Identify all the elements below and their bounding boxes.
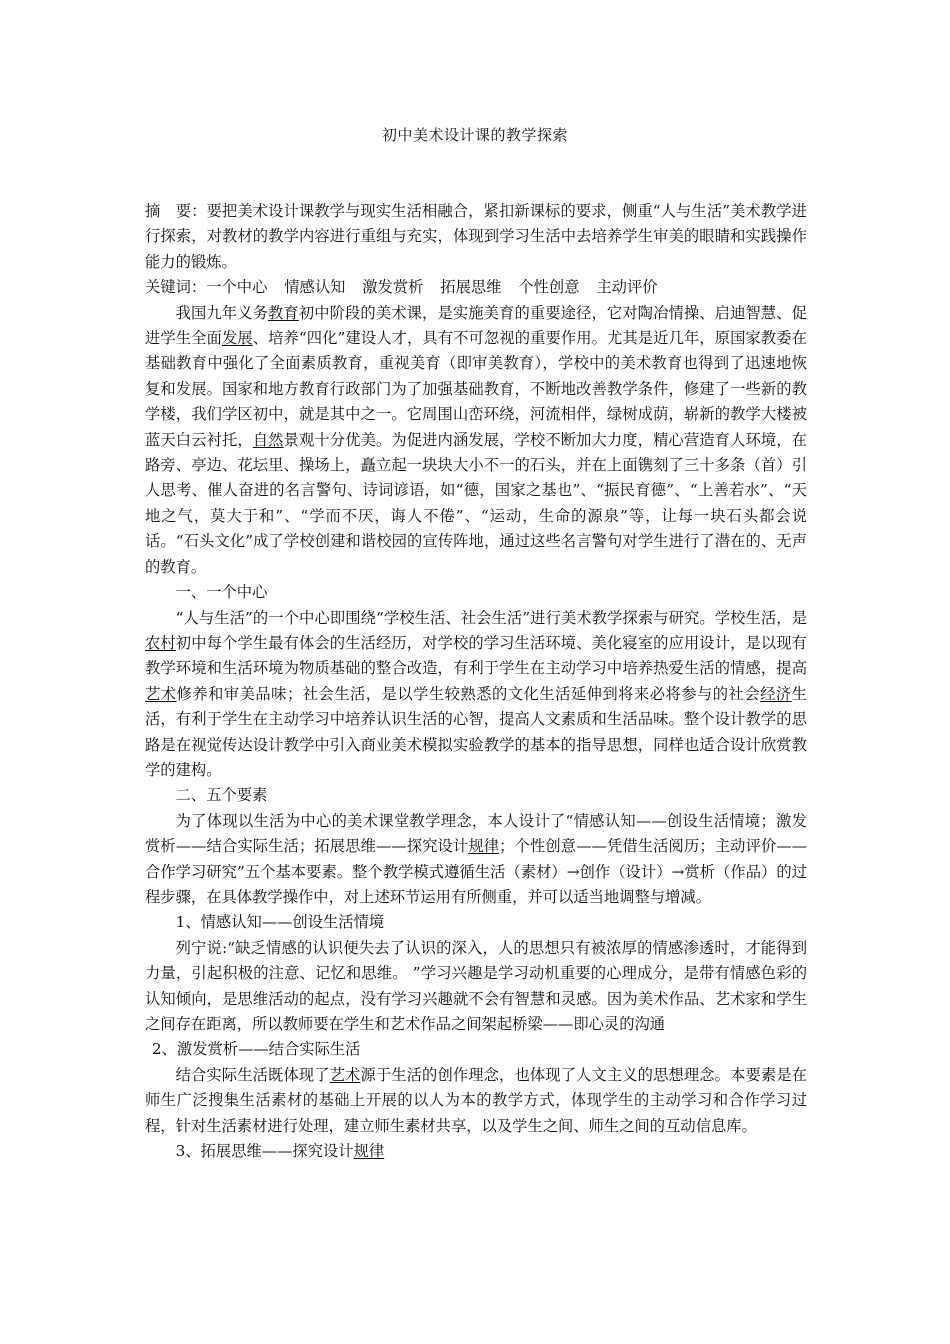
item2-text: 源于生活的创作理念，也体现了人文主义的思想理念。本要素是在师生广泛搜集生活素材的基础上开展的以人为本的教学方式，体现学生的主动学习和合作学习过程，针对生活素材进行处理，建立师生素材共享，以及学生之间、师生之间的互动信息库。 [145, 1065, 807, 1135]
intro-link-development[interactable]: 发展 [221, 329, 253, 348]
section2-heading: 二、五个要素 [175, 786, 268, 805]
section1-link-countryside[interactable]: 农村 [145, 633, 176, 652]
section2-text: 为了体现以生活为中心的美术课堂教学理念，本人设计了“情感认知——创设生活情境；激发赏析——结合实际生活；拓展思维——探究设计 [145, 811, 807, 856]
section2-paragraph [145, 809, 807, 911]
abstract-paragraph [145, 199, 807, 275]
item2-text: 结合实际生活既体现了 [175, 1065, 330, 1084]
keyword: 主动评价 [596, 278, 658, 297]
intro-paragraph [145, 301, 807, 580]
abstract-text: 要把美术设计课教学与现实生活相融合，紧扣新课标的要求，侧重“人与生活”美术教学进行探索，对教材的教学内容进行重组与充实，体现到学习生活中去培养学生审美的眼睛和实践操作能力的锻炼。 [145, 202, 807, 271]
document-body [145, 199, 807, 1164]
item1-paragraph: 列宁说:“缺乏情感的认识便失去了认识的深入，人的思想只有被浓厚的情感渗透时，才能得到力量，引起积极的注意、记忆和思维。 ”学习兴趣是学习动机重要的心理成分，是带有情感色彩的认知倾向，是思维活动的起点，没有学习兴趣就不会有智慧和灵感。因为美术作品、艺术家和学生之间存在距离，所以教师要在学生和艺术作品之间架起桥梁——即心灵的沟通 [145, 938, 807, 1033]
intro-text: 景观十分优美。为促进内涵发展，学校不断加大力度，精心营造育人环境，在路旁、亭边、花坛里、操场上，矗立起一块块大小不一的石头，并在上面镌刻了三十多条（首）引人思考、催人奋进的名言警句、诗词谚语，如“德，国家之基也”、“振民育德”、“上善若水”、“天地之气，莫大于和”、“学而不厌，诲人不倦”、“运动，生命的源泉”等，让每一块石头都会说话。“石头文化”成了学校创建和谐校园的宣传阵地，通过这些名言警句对学生进行了潜在的、无声的教育。 [145, 430, 807, 576]
intro-text: 初中阶段的美术课，是实施美育的重要途径，它对陶冶情操、启迪智慧、促进学生全面 [145, 303, 807, 348]
section1-text: 生活，有利于学生在主动学习中培养认识生活的心智，提高人文素质和生活品味。整个设计教学的思路是在视觉传达设计教学中引入商业美术模拟实验教学的基本的指导思想，同样也适合设计欣赏教学的建构。 [145, 684, 807, 779]
item1-heading: 1、情感认知——创设生活情境 [175, 913, 385, 932]
item2-link-art[interactable]: 艺术 [329, 1065, 361, 1084]
keywords-label: 关键词： [145, 278, 207, 297]
section1-text: “人与生活”的一个中心即围绕“学校生活、社会生活”进行美术教学探索与研究。学校生活，是 [175, 608, 807, 627]
section2-link-rules[interactable]: 规律 [468, 837, 500, 856]
keyword: 拓展思维 [440, 278, 502, 297]
section1-link-economy[interactable]: 经济 [760, 684, 792, 703]
intro-text: 、培养“四化”建设人才，具有不可忽视的重要作用。尤其是近几年，原国家教委在基础教育中强化了全面素质教育，重视美育（即审美教育），学校中的美术教育也得到了迅速地恢复和发展。国家和地方教育行政部门为了加强基础教育，不断地改善教学条件，修建了一些新的教学楼，我们学区初中，就是其中之一。它周围山峦环绕，河流相伴，绿树成荫，崭新的教学大楼被蓝天白云衬托， [145, 329, 807, 449]
document-title: 初中美术设计课的教学探索 [381, 126, 568, 144]
intro-link-education[interactable]: 教育 [268, 303, 299, 322]
keyword: 个性创意 [518, 278, 580, 297]
item3-link-rules[interactable]: 规律 [353, 1142, 385, 1161]
item3-heading [145, 1139, 807, 1164]
item3-heading-text: 3、拓展思维——探究设计 [175, 1142, 354, 1161]
section2-text: ；个性创意——凭借生活阅历；主动评价——合作学习研究”五个基本要素。整个教学模式遵循生活（素材）→创作（设计）→赏析（作品）的过程步骤，在具体教学操作中，对上述环节运用有所侧重，并可以适当地调整与增减。 [145, 837, 807, 906]
section1-link-art[interactable]: 艺术 [145, 684, 177, 703]
intro-text: 我国九年义务 [175, 303, 269, 322]
section1-paragraph [145, 606, 807, 784]
item2-heading: 2、激发赏析——结合实际生活 [151, 1040, 361, 1059]
section1-heading: 一、一个中心 [175, 583, 268, 602]
keyword: 一个中心 [206, 278, 268, 297]
section1-text: 修养和审美品味；社会生活，是以学生较熟悉的文化生活延伸到将来必将参与的社会 [176, 684, 761, 703]
item2-paragraph [145, 1063, 807, 1139]
intro-link-nature[interactable]: 自然 [252, 430, 284, 449]
keyword: 激发赏析 [362, 278, 424, 297]
keywords-line [145, 275, 807, 300]
keyword: 情感认知 [284, 278, 346, 297]
section1-text: 初中每个学生最有体会的生活经历，对学校的学习生活环境、美化寝室的应用设计，是以现有教学环境和生活环境为物质基础的整合改造，有利于学生在主动学习中培养热爱生活的情感，提高 [145, 633, 807, 678]
abstract-label: 摘 要： [145, 202, 207, 220]
